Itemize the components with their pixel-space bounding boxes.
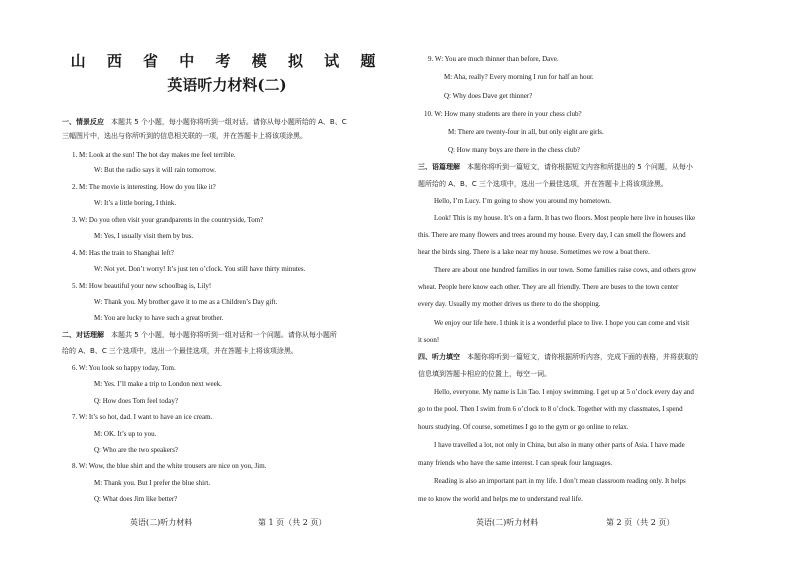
transcript-line: M: Yes. I’ll make a trip to London next week. bbox=[94, 380, 222, 388]
transcript-line: W: Thank you. My brother gave it to me as a Children’s Day gift. bbox=[94, 298, 278, 306]
transcript-line: hear the birds sing. There is a lake near my house. Sometimes we row a boat there. bbox=[418, 248, 650, 256]
transcript-line: W: It’s a little boring, I think. bbox=[94, 199, 177, 207]
transcript-line: M: You are lucky to have such a great brother. bbox=[94, 314, 224, 322]
transcript-line: 6. W: You look so happy today, Tom. bbox=[72, 364, 176, 372]
transcript-line: M: OK. It’s up to you. bbox=[94, 430, 157, 438]
transcript-line: Hello, everyone. My name is Lin Tao. I enjoy swimming. I get up at 5 o’clock every day and bbox=[434, 388, 694, 396]
section-instruction: 三、语篇理解 本题你将听到一篇短文，请你根据短文内容和所提出的 5 个问题，从每小 bbox=[418, 163, 693, 171]
section-instruction: 一、情景反应 本题共 5 个小题，每小题你将听到一组对话。请你从每小题所给的 A、B、C bbox=[62, 118, 347, 126]
section-instruction: 二、对话理解 本题共 5 个小题，每小题你将听到一组对话和一个问题。请你从每小题所 bbox=[62, 331, 337, 339]
transcript-line: 4. M: Has the train to Shanghai left? bbox=[72, 249, 174, 257]
transcript-line: 3. W: Do you often visit your grandparents in the countryside, Tom? bbox=[72, 216, 264, 224]
transcript-line: Q: What does Jim like better? bbox=[94, 495, 178, 503]
transcript-line: Look! This is my house. It’s on a farm. It has two floors. Most people here live in houses like bbox=[434, 214, 696, 222]
footer-left-name: 英语(二)听力材料 bbox=[130, 518, 193, 527]
page-title: 山 西 省 中 考 模 拟 试 题 bbox=[70, 52, 384, 70]
transcript-line: many friends who have the same interest. I can speak four languages. bbox=[418, 459, 613, 467]
transcript-line: it soon! bbox=[418, 336, 440, 344]
transcript-line: We enjoy our life here. I think it is a wonderful place to live. I hope you can come and visit bbox=[434, 319, 690, 327]
section-instruction: 三幅图片中，选出与你所听到的信息相关联的一项，并在答题卡上将该项涂黑。 bbox=[62, 132, 307, 140]
transcript-line: M: Thank you. But I prefer the blue shirt. bbox=[94, 479, 211, 487]
transcript-line: Hello, I’m Lucy. I’m going to show you around my hometown. bbox=[434, 197, 612, 205]
transcript-line: W: Not yet. Don’t worry! It’s just ten o’clock. You still have thirty minutes. bbox=[94, 265, 306, 273]
transcript-line: W: But the radio says it will rain tomorrow. bbox=[94, 166, 216, 174]
transcript-line: me to know the world and helps me to understand real life. bbox=[418, 495, 583, 503]
transcript-line: Q: How does Tom feel today? bbox=[94, 397, 178, 405]
transcript-line: this. There are many flowers and trees around my house. Every day, I can smell the flowers and bbox=[418, 231, 686, 239]
transcript-line: 2. M: The movie is interesting. How do you like it? bbox=[72, 183, 216, 191]
transcript-line: There are about one hundred families in our town. Some families raise cows, and others grow bbox=[434, 266, 697, 274]
transcript-line: Reading is also an important part in my life. I don’t mean classroom reading only. It helps bbox=[434, 477, 686, 485]
transcript-line: M: Aha, really? Every morning I run for half an hour. bbox=[444, 73, 594, 81]
transcript-line: 9. W: You are much thinner than before, Dave. bbox=[428, 55, 559, 63]
transcript-line: Q: Who are the two speakers? bbox=[94, 446, 179, 454]
footer-left-page: 第 1 页（共 2 页） bbox=[258, 518, 327, 527]
section-instruction: 信息填到答题卡相应的位置上，每空一词。 bbox=[418, 370, 551, 378]
transcript-line: hours studying. Of course, sometimes I go to the gym or go online to relax. bbox=[418, 423, 629, 431]
transcript-line: Q: Why does Dave get thinner? bbox=[444, 92, 533, 100]
page-subtitle: 英语听力材料(二) bbox=[167, 76, 287, 94]
transcript-line: 1. M: Look at the sun! The hot day makes me feel terrible. bbox=[72, 151, 236, 159]
transcript-line: 10. W: How many students are there in your chess club? bbox=[424, 110, 582, 118]
footer-right-name: 英语(二)听力材料 bbox=[476, 518, 539, 527]
transcript-line: wheat. People here know each other. They are all friendly. There are buses to the town center bbox=[418, 283, 679, 291]
transcript-line: every day. Usually my mother drives us there to do the shopping. bbox=[418, 300, 601, 308]
transcript-line: M: There are twenty-four in all, but only eight are girls. bbox=[448, 128, 604, 136]
section-instruction: 题所给的 A、B、C 三个选项中，选出一个最佳选项，并在答题卡上将该项涂黑。 bbox=[418, 180, 668, 188]
transcript-line: M: Yes, I usually visit them by bus. bbox=[94, 232, 194, 240]
transcript-line: Q: How many boys are there in the chess club? bbox=[448, 146, 580, 154]
transcript-line: 7. W: It’s so hot, dad. I want to have an ice cream. bbox=[72, 413, 213, 421]
transcript-line: I have travelled a lot, not only in China, but also in many other parts of Asia. I have made bbox=[434, 441, 685, 449]
transcript-line: 8. W: Wow, the blue shirt and the white trousers are nice on you, Jim. bbox=[72, 462, 267, 470]
section-instruction: 四、听力填空 本题你将听到一篇短文，请你根据所听内容，完成下面的表格，并将获取的 bbox=[418, 353, 698, 361]
transcript-line: 5. M: How beautiful your new schoolbag is, Lily! bbox=[72, 282, 212, 290]
transcript-line: go to the pool. Then I swim from 6 o’clock to 8 o’clock. Together with my classmates, I spend bbox=[418, 405, 683, 413]
section-instruction: 给的 A、B、C 三个选项中，选出一个最佳选项，并在答题卡上将该项涂黑。 bbox=[62, 347, 298, 355]
footer-right-page: 第 2 页（共 2 页） bbox=[606, 518, 675, 527]
